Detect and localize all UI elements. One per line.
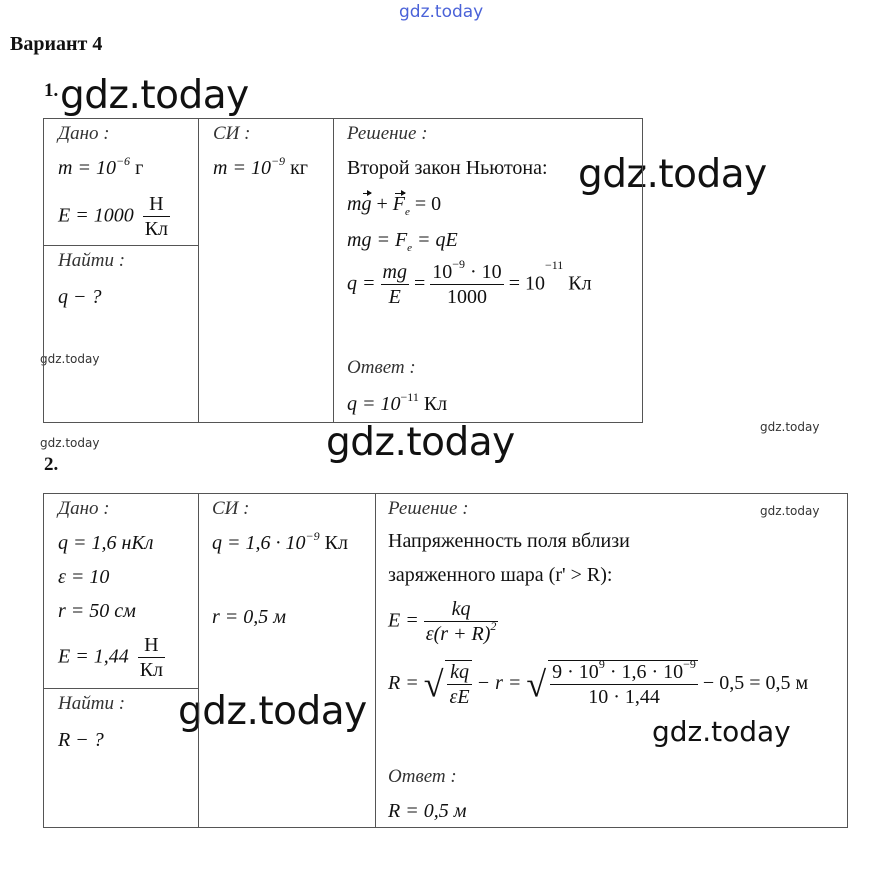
solution-label: Решение :	[388, 498, 469, 519]
solution-line-3: E = $\frac{kq}{\varepsilon(r + R)^2}$	[388, 598, 497, 645]
solution-cell	[334, 119, 643, 423]
solution-line-2: заряженного шара (r' > R):	[388, 564, 613, 586]
si-label: СИ :	[213, 123, 251, 144]
given-epsilon: ε = 10	[58, 566, 110, 588]
watermark-9: gdz.today	[652, 715, 791, 748]
si-cell	[199, 494, 376, 828]
watermark-1: gdz.today	[60, 73, 249, 118]
watermark-5: gdz.today	[40, 436, 100, 450]
given-label: Дано :	[58, 123, 110, 144]
problem-2-number: 2.	[44, 454, 59, 475]
si-charge: $q = 1,6 \cdot 10^{-9}$ Кл	[212, 529, 348, 554]
watermark-8: gdz.today	[178, 689, 367, 734]
watermark-4: gdz.today	[326, 420, 515, 465]
given-label: Дано :	[58, 498, 110, 519]
problem-1-table	[43, 118, 643, 423]
given-distance: r = 50 см	[58, 600, 136, 622]
si-cell	[199, 119, 334, 423]
si-label: СИ :	[212, 498, 250, 519]
watermark-2: gdz.today	[578, 152, 767, 197]
solution-cell	[376, 494, 848, 828]
si-distance: r = 0,5 м	[212, 606, 287, 628]
watermark-3: gdz.today	[40, 352, 100, 366]
answer-value: $q = 10^{-11}$ Кл	[347, 390, 448, 415]
find-label: Найти :	[58, 693, 126, 714]
problem-1-number: 1.	[44, 80, 59, 101]
watermark-7: gdz.today	[760, 504, 820, 518]
given-field: E = 1,44 $\frac{Н}{Кл}$	[58, 634, 164, 681]
solution-line-3: mg = $F_e$ = qE	[347, 229, 458, 254]
solution-label: Решение :	[347, 123, 428, 144]
given-mass: $m = 10^{-6}$ г	[58, 154, 144, 179]
find-cell	[44, 246, 199, 423]
watermark-top: gdz.today	[399, 2, 484, 22]
solution-line-1: Напряженность поля вблизи	[388, 530, 630, 552]
solution-line-4: q = $\frac{mg}{E}$ = $\frac{10^{-9} \cdot 10}{1000}$ = $10^{-11}$ Кл	[347, 257, 592, 308]
si-mass: $m = 10^{-9}$ кг	[213, 154, 308, 179]
solution-line-1: Второй закон Ньютона:	[347, 157, 548, 179]
solution-line-4: R = √ $\frac{kq}{\varepsilon E}$ − r = √ $\frac{9 \cdot 10^9 \cdot 1,6 \cdot 10^{-9}}{10 \cdot 1,44}$ − 0,5 = 0,5 м	[388, 657, 809, 708]
given-cell	[44, 494, 199, 689]
find-value: q − ?	[58, 286, 102, 308]
variant-title: Вариант 4	[10, 33, 103, 55]
answer-label: Ответ :	[388, 766, 457, 787]
given-cell	[44, 119, 199, 246]
given-field: E = 1000 $\frac{Н}{Кл}$	[58, 193, 169, 240]
find-cell	[44, 689, 199, 828]
find-label: Найти :	[58, 250, 126, 271]
problem-2-table	[43, 493, 848, 828]
watermark-6: gdz.today	[760, 420, 820, 434]
given-charge: q = 1,6 нКл	[58, 532, 154, 554]
answer-value: R = 0,5 м	[388, 800, 467, 822]
answer-label: Ответ :	[347, 357, 416, 378]
solution-line-2: mg + $F_e = 0$	[347, 193, 442, 218]
find-value: R − ?	[58, 729, 104, 751]
